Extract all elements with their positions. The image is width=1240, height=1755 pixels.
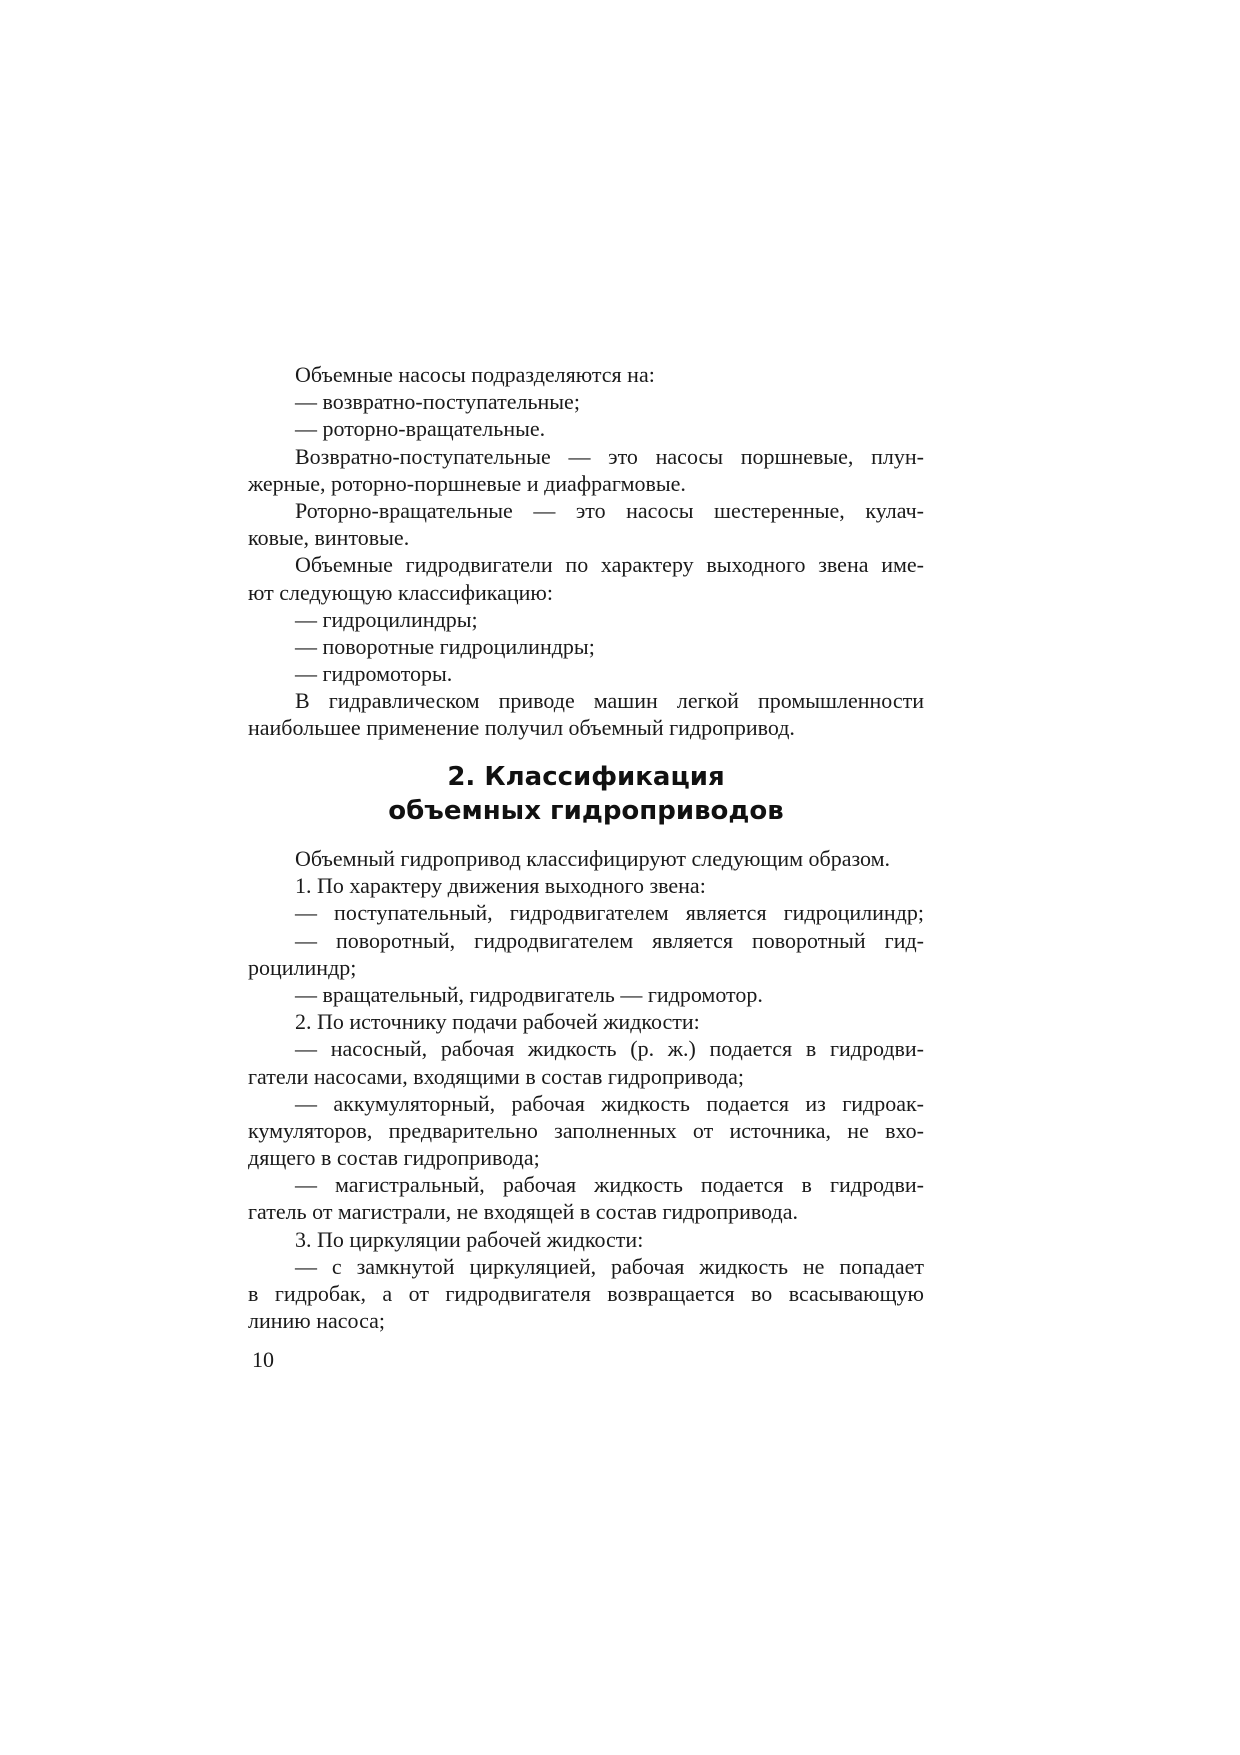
list-item: — с замкнутой циркуляцией, рабочая жидкость не попадает [295,1253,924,1279]
list-item: — магистральный, рабочая жидкость подается в гидродви- [295,1172,924,1198]
heading-line-1: 2. Классификация [447,762,725,792]
list-item: — роторно-вращательные. [295,416,546,442]
paragraph-line: наибольшее применение получил объемный гидропривод. [248,715,795,741]
paragraph-line: Возвратно-поступательные — это насосы поршневые, плун- [295,443,924,469]
paragraph-line: ют следующую классификацию: [248,579,553,605]
paragraph-line: ковые, винтовые. [248,525,410,551]
section-2-text [248,845,924,1334]
list-item: — возвратно-поступательные; [295,389,580,415]
list-item: — аккумуляторный, рабочая жидкость подается из гидроак- [295,1090,924,1116]
paragraph-line: жерные, роторно-поршневые и диафрагмовые. [248,470,686,496]
list-item: 3. По циркуляции рабочей жидкости: [295,1226,644,1252]
paragraph-line: дящего в состав гидропривода; [248,1145,540,1171]
list-item: — поступательный, гидродвигателем является гидроцилиндр; [295,900,924,926]
list-item: 2. По источнику подачи рабочей жидкости: [295,1009,700,1035]
paragraph-line: В гидравлическом приводе машин легкой промышленности [295,688,924,714]
paragraph-line: Объемный гидропривод классифицируют следующим образом. [295,846,891,871]
paragraph-line: линию насоса; [248,1308,385,1334]
paragraph-line: гатель от магистрали, не входящей в состав гидропривода. [248,1199,798,1225]
list-item: — гидроцилиндры; [295,606,478,632]
paragraph-line: Объемные насосы подразделяются на: [295,362,655,387]
paragraph-line: гатели насосами, входящими в состав гидропривода; [248,1063,745,1089]
paragraph-line: роцилиндр; [248,954,357,980]
paragraph-line: Роторно-вращательные — это насосы шестеренные, кулач- [295,497,924,523]
page-number: 10 [252,1347,274,1372]
list-item: — поворотные гидроцилиндры; [295,633,595,659]
heading-line-2: объемных гидроприводов [388,796,784,826]
list-item: — насосный, рабочая жидкость (р. ж.) подается в гидродви- [295,1036,924,1062]
section-1-text [248,361,924,742]
paragraph-line: кумуляторов, предварительно заполненных от источника, не вхо- [248,1117,924,1143]
list-item: — поворотный, гидродвигателем является поворотный гид- [295,927,924,953]
list-item: — гидромоторы. [295,661,453,687]
paragraph-line: Объемные гидродвигатели по характеру выходного звена име- [295,552,924,578]
list-item: 1. По характеру движения выходного звена: [295,873,706,899]
list-item: — вращательный, гидродвигатель — гидромотор. [295,981,763,1007]
paragraph-line: в гидробак, а от гидродвигателя возвращается во всасывающую [248,1281,924,1306]
section-heading [248,760,924,828]
